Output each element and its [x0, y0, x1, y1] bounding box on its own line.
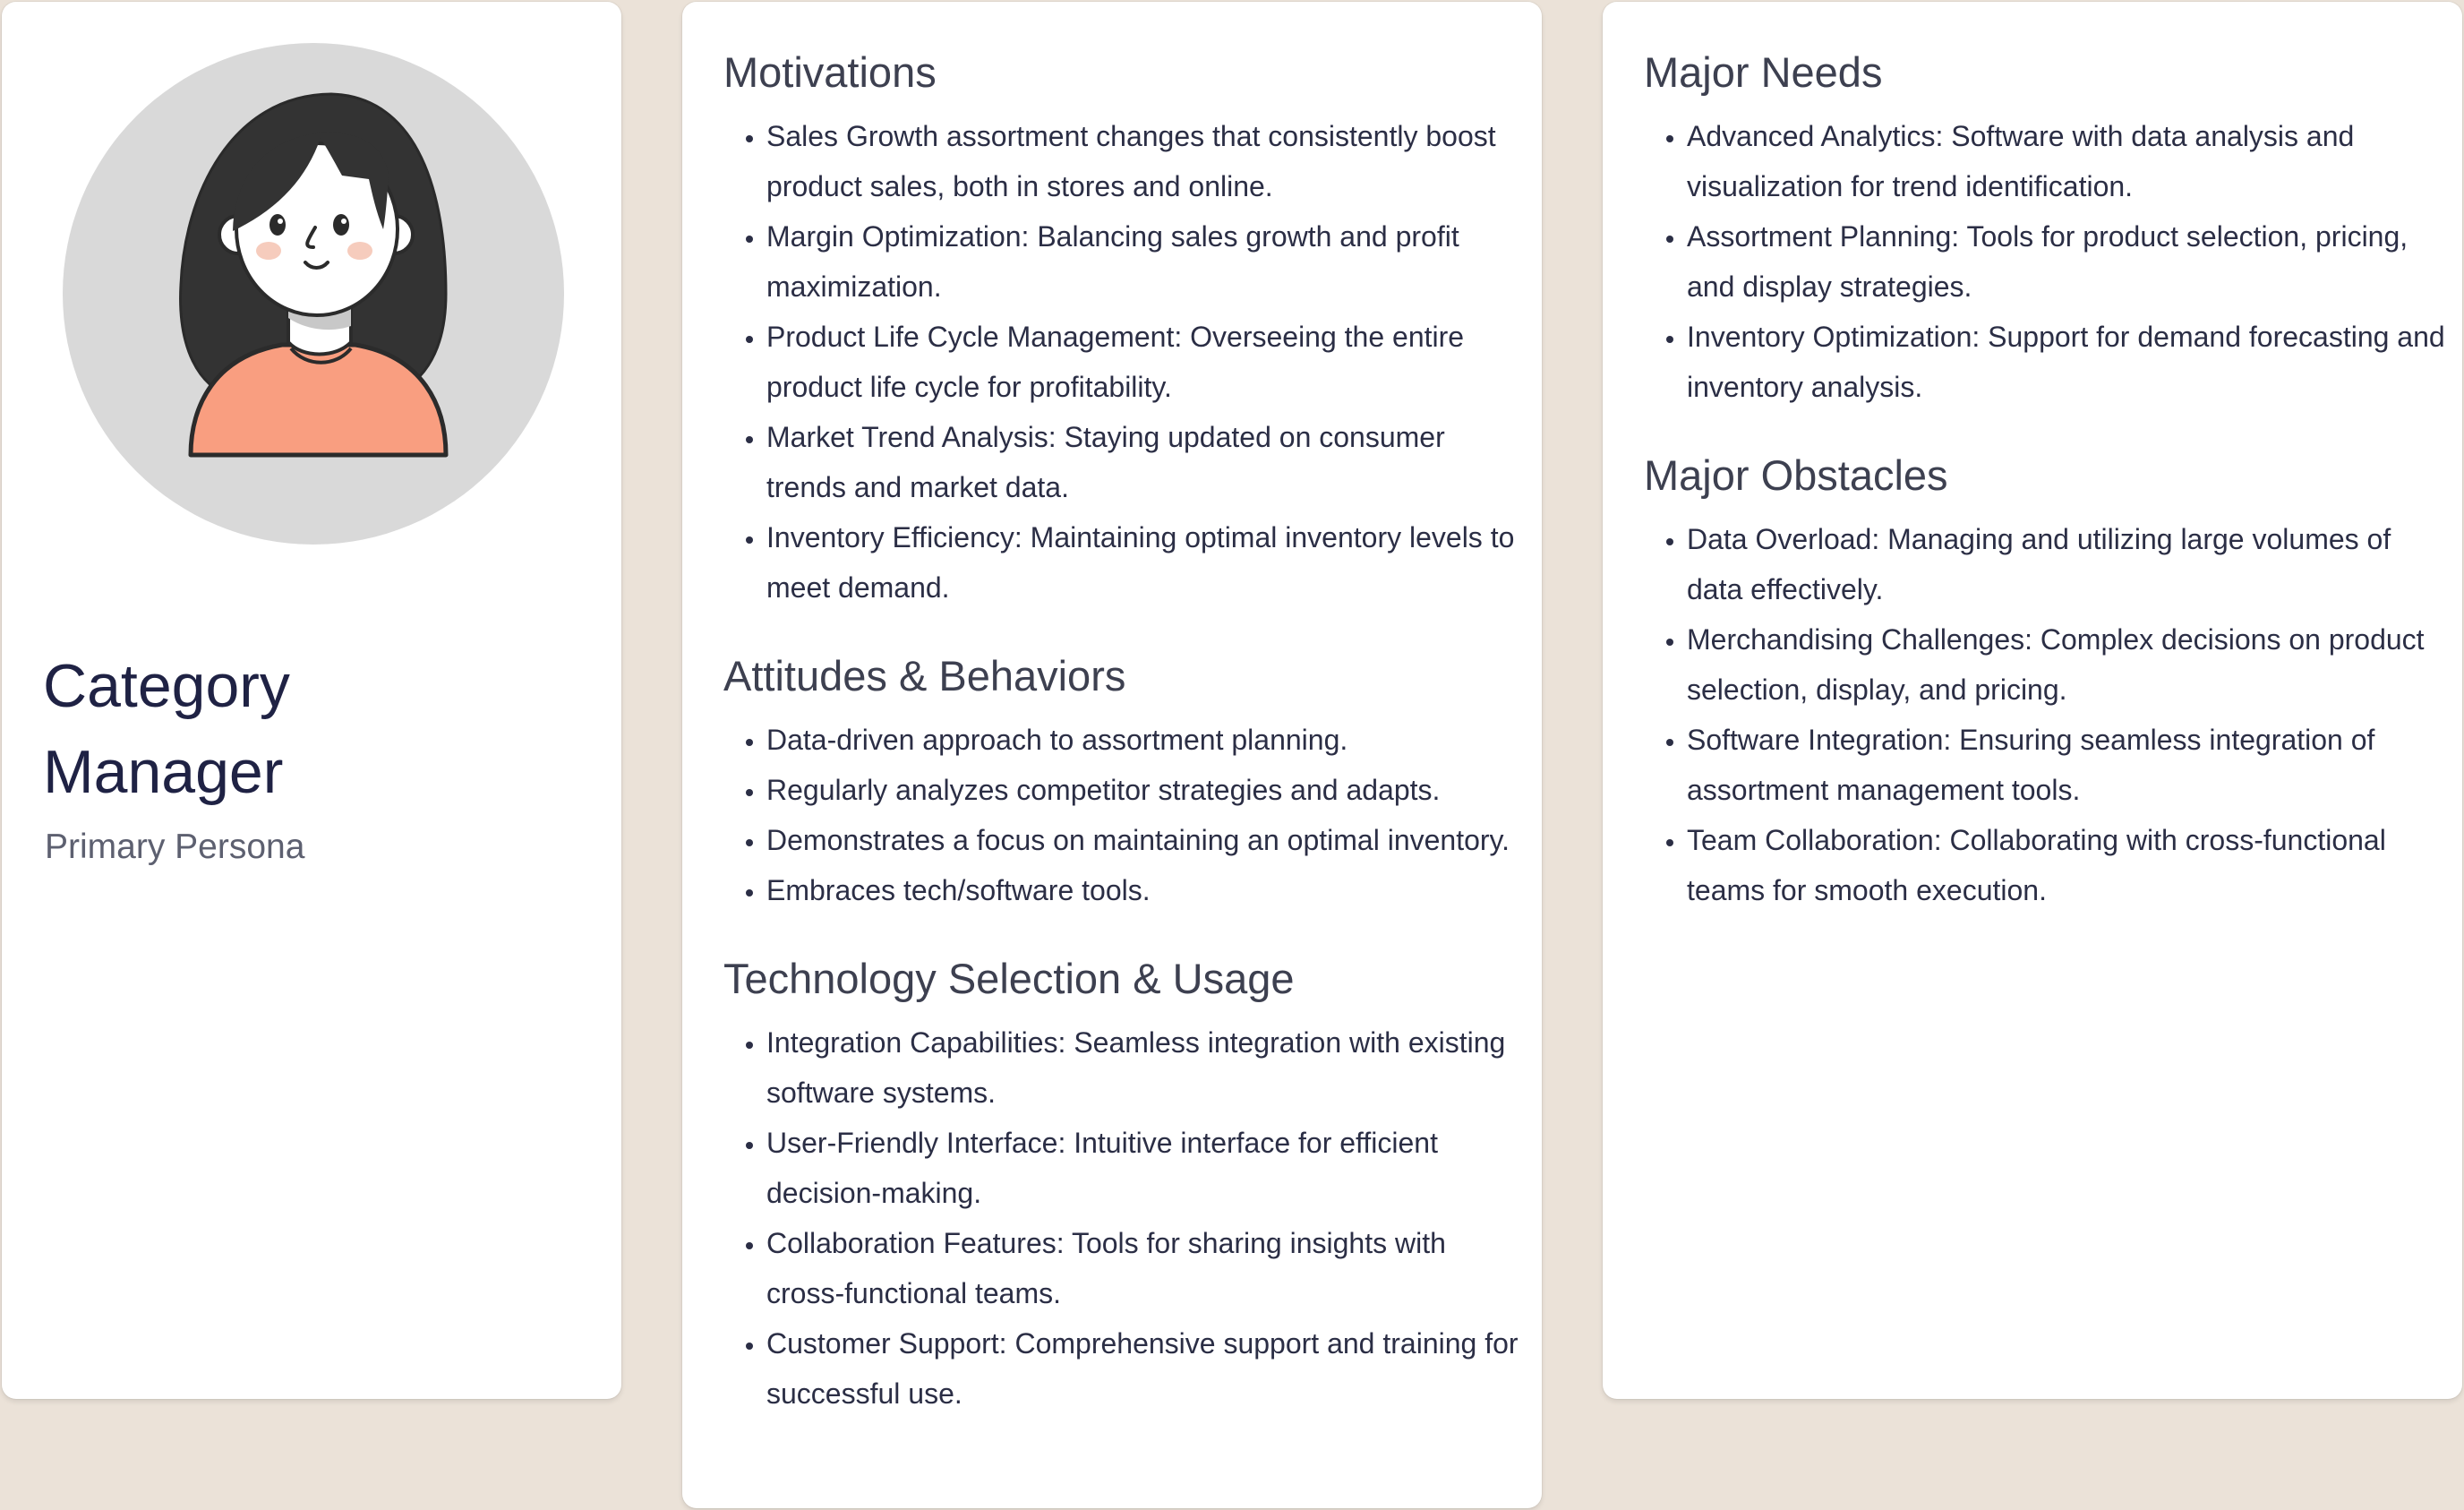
obstacles-list [1644, 514, 2446, 915]
persona-title: Category Manager [43, 652, 290, 806]
attitudes-heading: Attitudes & Behaviors [723, 652, 1126, 699]
list-item: • Regularly analyzes competitor strategies and adapts. [766, 765, 1526, 815]
list-item: • User-Friendly Interface: Intuitive interface for efficient decision-making. [766, 1118, 1526, 1218]
persona-card [2, 2, 621, 1399]
list-item: • Data Overload: Managing and utilizing large volumes of data effectively. [1687, 514, 2446, 614]
list-item: • Embraces tech/software tools. [766, 865, 1526, 915]
list-item: • Market Trend Analysis: Staying updated on consumer trends and market data. [766, 412, 1526, 512]
motivations-list [723, 111, 1526, 613]
attitudes-list [723, 715, 1526, 915]
woman-avatar-icon [63, 43, 564, 545]
list-item: • Merchandising Challenges: Complex decisions on product selection, display, and pricing. [1687, 614, 2446, 715]
list-item: • Integration Capabilities: Seamless integration with existing software systems. [766, 1017, 1526, 1118]
list-item: • Inventory Efficiency: Maintaining optimal inventory levels to meet demand. [766, 512, 1526, 613]
technology-section [723, 953, 1526, 1419]
persona-subtitle: Primary Persona [45, 828, 305, 866]
list-item: • Customer Support: Comprehensive support and training for successful use. [766, 1318, 1526, 1419]
attitudes-section [723, 650, 1526, 915]
needs-heading: Major Needs [1644, 48, 1883, 96]
motivations-heading: Motivations [723, 48, 937, 96]
list-item: • Advanced Analytics: Software with data analysis and visualization for trend identification. [1687, 111, 2446, 211]
needs-list [1644, 111, 2446, 412]
technology-heading: Technology Selection & Usage [723, 955, 1295, 1002]
technology-list [723, 1017, 1526, 1419]
list-item: • Demonstrates a focus on maintaining an optimal inventory. [766, 815, 1526, 865]
list-item: • Product Life Cycle Management: Overseeing the entire product life cycle for profitability. [766, 312, 1526, 412]
list-item: • Sales Growth assortment changes that consistently boost product sales, both in stores and online. [766, 111, 1526, 211]
list-item: • Margin Optimization: Balancing sales growth and profit maximization. [766, 211, 1526, 312]
obstacles-section [1644, 450, 2446, 915]
list-item: • Collaboration Features: Tools for sharing insights with cross-functional teams. [766, 1218, 1526, 1318]
motivations-behaviors-card [682, 2, 1542, 1508]
needs-section [1644, 47, 2446, 412]
list-item: • Team Collaboration: Collaborating with cross-functional teams for smooth execution. [1687, 815, 2446, 915]
needs-obstacles-card [1603, 2, 2462, 1399]
list-item: • Software Integration: Ensuring seamless integration of assortment management tools. [1687, 715, 2446, 815]
list-item: • Data-driven approach to assortment planning. [766, 715, 1526, 765]
obstacles-heading: Major Obstacles [1644, 451, 1948, 499]
motivations-section [723, 47, 1526, 613]
list-item: • Inventory Optimization: Support for demand forecasting and inventory analysis. [1687, 312, 2446, 412]
list-item: • Assortment Planning: Tools for product selection, pricing, and display strategies. [1687, 211, 2446, 312]
